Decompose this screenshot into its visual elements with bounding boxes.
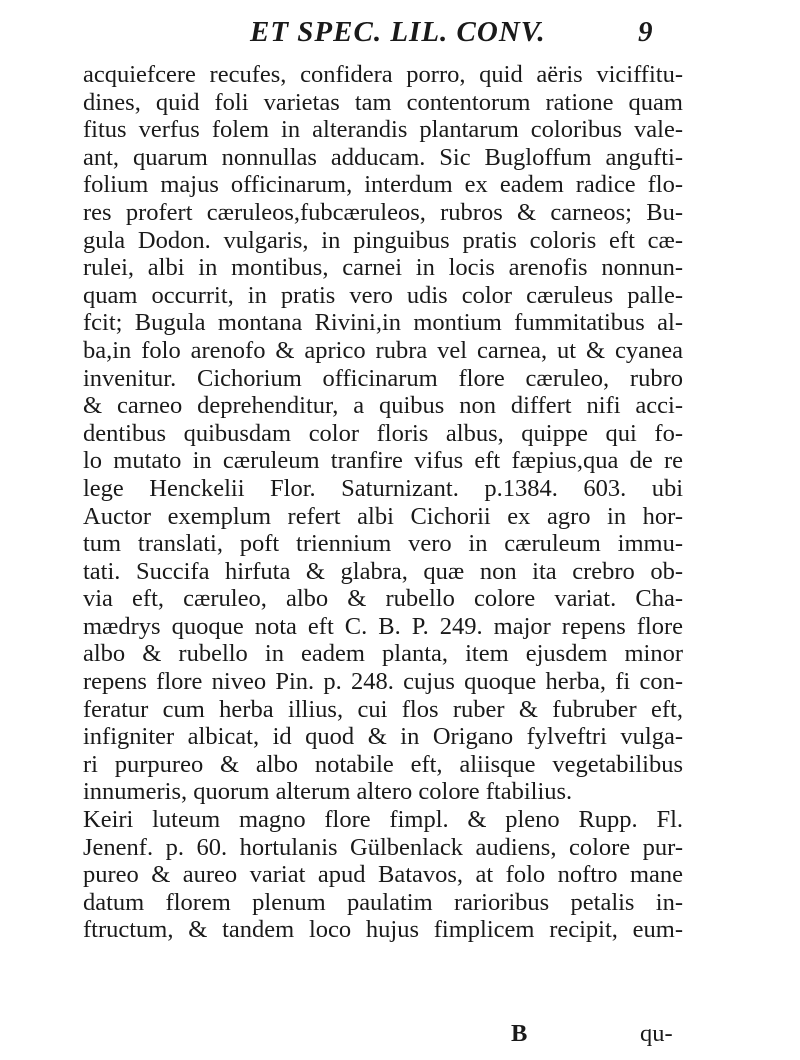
text-line: folium majus officinarum, interdum ex eadem radice flo- [83, 171, 683, 199]
text-line: fitus verfus folem in alterandis plantarum coloribus vale- [83, 116, 683, 144]
text-line: ant, quarum nonnullas adducam. Sic Bugloffum angufti- [83, 143, 683, 171]
text-line: repens flore niveo Pin. p. 248. cujus quoque herba, fi con- [83, 668, 683, 696]
signature-mark: B [511, 1020, 528, 1047]
text-line: via eft, cæruleo, albo & rubello colore variat. Cha- [83, 585, 683, 613]
text-line: datum florem plenum paulatim rarioribus petalis in- [83, 888, 683, 916]
text-line: Auctor exemplum refert albi Cichorii ex agro in hor- [83, 502, 683, 530]
body-text [83, 61, 683, 944]
text-line: infigniter albicat, id quod & in Origano fylveftri vulga- [83, 723, 683, 751]
text-line: rulei, albi in montibus, carnei in locis arenofis nonnun- [83, 254, 683, 282]
text-line: feratur cum herba illius, cui flos ruber & fubruber eft, [83, 695, 683, 723]
page-number: 9 [638, 16, 653, 48]
text-line: albo & rubello in eadem planta, item ejusdem minor [83, 640, 683, 668]
text-line: res profert cæruleos,fubcæruleos, rubros & carneos; Bu- [83, 198, 683, 226]
text-line: lege Henckelii Flor. Saturnizant. p.1384. 603. ubi [83, 474, 683, 502]
text-line: tati. Succifa hirfuta & glabra, quæ non ita crebro ob- [83, 557, 683, 585]
text-line: tum translati, poft triennium vero in cæruleum immu- [83, 530, 683, 558]
running-head: ET SPEC. LIL. CONV. [250, 16, 546, 48]
text-line: pureo & aureo variat apud Batavos, at folo noftro mane [83, 861, 683, 889]
text-line: gula Dodon. vulgaris, in pinguibus pratis coloris eft cæ- [83, 226, 683, 254]
text-line: fcit; Bugula montana Rivini,in montium fummitatibus al- [83, 309, 683, 337]
text-line: mædrys quoque nota eft C. B. P. 249. major repens flore [83, 612, 683, 640]
text-line: quam occurrit, in pratis vero udis color cæruleus palle- [83, 281, 683, 309]
text-line: Keiri luteum magno flore fimpl. & pleno Rupp. Fl. [83, 806, 683, 834]
text-line: acquiefcere recufes, confidera porro, quid aëris viciffitu- [83, 61, 683, 88]
text-line: & carneo deprehenditur, a quibus non differt nifi acci- [83, 392, 683, 420]
catchword: qu- [640, 1020, 673, 1047]
text-line: invenitur. Cichorium officinarum flore cæruleo, rubro [83, 364, 683, 392]
text-line: innumeris, quorum alterum altero colore ftabilius. [83, 778, 573, 806]
text-line: ri purpureo & albo notabile eft, aliisque vegetabilibus [83, 750, 683, 778]
text-line: lo mutato in cæruleum tranfire vifus eft fæpius,qua de re [83, 447, 683, 475]
text-line: ftructum, & tandem loco hujus fimplicem recipit, eum- [83, 916, 683, 944]
text-line: dines, quid foli varietas tam contentorum ratione quam [83, 88, 683, 116]
text-line: ba,in folo arenofo & aprico rubra vel carnea, ut & cyanea [83, 336, 683, 364]
text-line: dentibus quibusdam color floris albus, quippe qui fo- [83, 419, 683, 447]
text-line: Jenenf. p. 60. hortulanis Gülbenlack audiens, colore pur- [83, 833, 683, 861]
